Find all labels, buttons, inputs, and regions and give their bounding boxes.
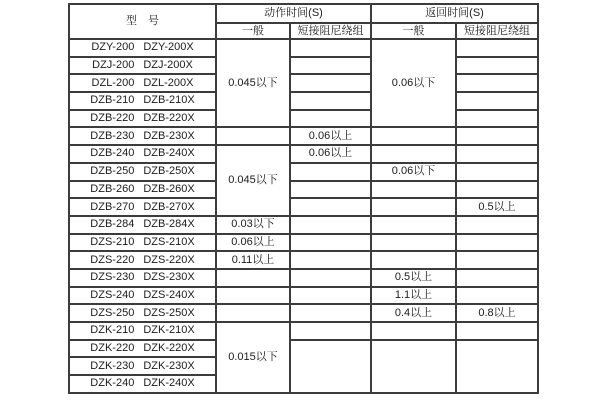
cell-action-damping: [290, 322, 371, 340]
model-cell: [69, 198, 216, 216]
cell-return-general: 0.06以下: [371, 163, 456, 181]
model-name: DZB-284X: [143, 218, 195, 231]
table-row: [69, 340, 538, 358]
cell-return-damping: [456, 251, 538, 269]
cell-action-general: [216, 269, 290, 287]
cell-return-damping: [456, 234, 538, 252]
table-row: [69, 269, 538, 287]
model-cell: [69, 287, 216, 305]
model-cell: [69, 145, 216, 163]
model-name: DZL-200: [91, 76, 135, 89]
model-name: DZB-210: [90, 94, 135, 107]
table-row: [69, 92, 538, 110]
model-name: DZS-210X: [143, 235, 195, 248]
model-name: DZJ-200: [92, 59, 135, 72]
model-cell: [69, 269, 216, 287]
model-name: DZB-260X: [143, 182, 195, 195]
cell-action-damping: [290, 92, 371, 110]
model-cell: [69, 110, 216, 128]
cell-action-general: 0.015以下: [216, 322, 290, 393]
cell-return-damping: [456, 39, 538, 57]
cell-action-general: 0.045以下: [216, 39, 290, 127]
header-return-damping: 短接阻尼绕组: [456, 23, 538, 39]
model-name: DZK-240X: [143, 377, 195, 390]
cell-return-damping: [456, 181, 538, 199]
table-row: [69, 163, 538, 181]
model-cell: [69, 234, 216, 252]
model-name: DZB-230X: [143, 129, 195, 142]
cell-action-general: 0.03以下: [216, 216, 290, 234]
cell-action-damping: [290, 110, 371, 128]
cell-action-damping: [290, 74, 371, 92]
model-cell: [69, 181, 216, 199]
model-name: DZS-250X: [143, 306, 195, 319]
table-row: [69, 216, 538, 234]
cell-return-damping: [456, 287, 538, 305]
cell-return-damping: [456, 110, 538, 128]
model-cell: [69, 304, 216, 322]
table-row: [69, 127, 538, 145]
model-name: DZB-250X: [143, 165, 195, 178]
table-row: [69, 322, 538, 340]
model-cell: [69, 357, 216, 375]
cell-action-general: [216, 127, 290, 145]
table-row: [69, 110, 538, 128]
model-name: DZK-220: [90, 342, 135, 355]
cell-return-general: [371, 181, 456, 199]
table-row: [69, 198, 538, 216]
table-row: [69, 287, 538, 305]
cell-action-damping: [290, 163, 371, 181]
table-row: [69, 57, 538, 75]
model-cell: [69, 127, 216, 145]
cell-action-general: [216, 287, 290, 305]
model-cell: [69, 375, 216, 393]
model-name: DZB-220X: [143, 112, 195, 125]
table-row: [69, 74, 538, 92]
model-name: DZY-200X: [143, 41, 194, 54]
table-row: [69, 39, 538, 57]
relay-spec-table: [68, 3, 539, 394]
model-name: DZS-220X: [143, 253, 195, 266]
cell-action-damping: 0.06以上: [290, 127, 371, 145]
cell-return-damping: [456, 145, 538, 163]
cell-action-damping: [290, 234, 371, 252]
model-name: DZB-210X: [143, 94, 195, 107]
cell-action-damping: [290, 39, 371, 57]
model-cell: [69, 163, 216, 181]
cell-return-general: [371, 198, 456, 216]
table-header: [69, 4, 538, 39]
cell-return-general: 0.4以上: [371, 304, 456, 322]
model-name: DZK-220X: [143, 342, 195, 355]
model-name: DZB-240X: [143, 147, 195, 160]
cell-action-damping: [290, 198, 371, 216]
cell-return-general: [371, 234, 456, 252]
cell-return-damping: [456, 74, 538, 92]
cell-return-damping: [456, 216, 538, 234]
model-cell: [69, 216, 216, 234]
cell-return-general: 1.1以上: [371, 287, 456, 305]
model-name: DZB-260: [90, 182, 135, 195]
cell-return-general: 0.06以下: [371, 39, 456, 127]
cell-action-general: 0.11以上: [216, 251, 290, 269]
cell-return-general: [371, 145, 456, 163]
cell-return-general: [371, 216, 456, 234]
model-name: DZB-270X: [143, 200, 195, 213]
cell-action-damping: 0.06以上: [290, 145, 371, 163]
model-cell: [69, 340, 216, 358]
model-cell: [69, 39, 216, 57]
header-action-damping: 短接阻尼绕组: [290, 23, 371, 39]
cell-return-damping: [456, 57, 538, 75]
cell-return-damping: 0.8以上: [456, 304, 538, 322]
table-row: [69, 304, 538, 322]
model-name: DZS-230: [90, 271, 135, 284]
model-name: DZK-210X: [143, 324, 195, 337]
model-cell: [69, 322, 216, 340]
cell-return-general: [371, 251, 456, 269]
cell-return-general: 0.5以上: [371, 269, 456, 287]
table-row: [69, 234, 538, 252]
table-row: [69, 181, 538, 199]
cell-return-damping: [456, 127, 538, 145]
cell-action-damping: [290, 181, 371, 199]
cell-return-damping: 0.5以上: [456, 198, 538, 216]
model-name: DZB-270: [90, 200, 135, 213]
model-name: DZS-210: [90, 235, 135, 248]
spec-table-container: [68, 3, 539, 394]
header-return-time: 返回时间(S): [371, 4, 538, 23]
model-cell: [69, 57, 216, 75]
cell-action-damping: [290, 269, 371, 287]
model-cell: [69, 92, 216, 110]
model-name: DZS-250: [90, 306, 135, 319]
cell-action-general: [216, 304, 290, 322]
model-name: DZB-240: [90, 147, 135, 160]
cell-action-general: 0.06以上: [216, 234, 290, 252]
cell-action-damping: [290, 57, 371, 75]
model-name: DZK-230X: [143, 359, 195, 372]
model-cell: [69, 74, 216, 92]
cell-return-damping: [456, 340, 538, 393]
cell-action-damping: [290, 304, 371, 322]
cell-return-general: [371, 340, 456, 393]
model-name: DZS-220: [90, 253, 135, 266]
cell-return-general: [371, 127, 456, 145]
header-action-general: 一般: [216, 23, 290, 39]
model-name: DZK-210: [90, 324, 135, 337]
model-name: DZS-240: [90, 288, 135, 301]
header-action-time: 动作时间(S): [216, 4, 371, 23]
model-name: DZS-240X: [143, 288, 195, 301]
model-name: DZS-230X: [143, 271, 195, 284]
table-body: [69, 39, 538, 393]
cell-action-damping: [290, 216, 371, 234]
cell-return-damping: [456, 163, 538, 181]
cell-return-damping: [456, 92, 538, 110]
model-name: DZB-284: [90, 218, 135, 231]
model-name: DZK-230: [90, 359, 135, 372]
model-name: DZJ-200X: [143, 59, 193, 72]
cell-return-damping: [456, 322, 538, 340]
table-row: [69, 145, 538, 163]
cell-return-damping: [456, 269, 538, 287]
cell-return-general: [371, 322, 456, 340]
cell-action-damping: [290, 340, 371, 393]
model-name: DZY-200: [91, 41, 135, 54]
model-name: DZB-250: [90, 165, 135, 178]
model-name: DZK-240: [90, 377, 135, 390]
cell-action-damping: [290, 251, 371, 269]
model-name: DZB-230: [90, 129, 135, 142]
cell-action-general: 0.045以下: [216, 145, 290, 216]
header-model: 型 号: [69, 4, 216, 39]
model-name: DZL-200X: [143, 76, 194, 89]
model-cell: [69, 251, 216, 269]
table-row: [69, 251, 538, 269]
header-return-general: 一般: [371, 23, 456, 39]
model-name: DZB-220: [90, 112, 135, 125]
cell-action-damping: [290, 287, 371, 305]
